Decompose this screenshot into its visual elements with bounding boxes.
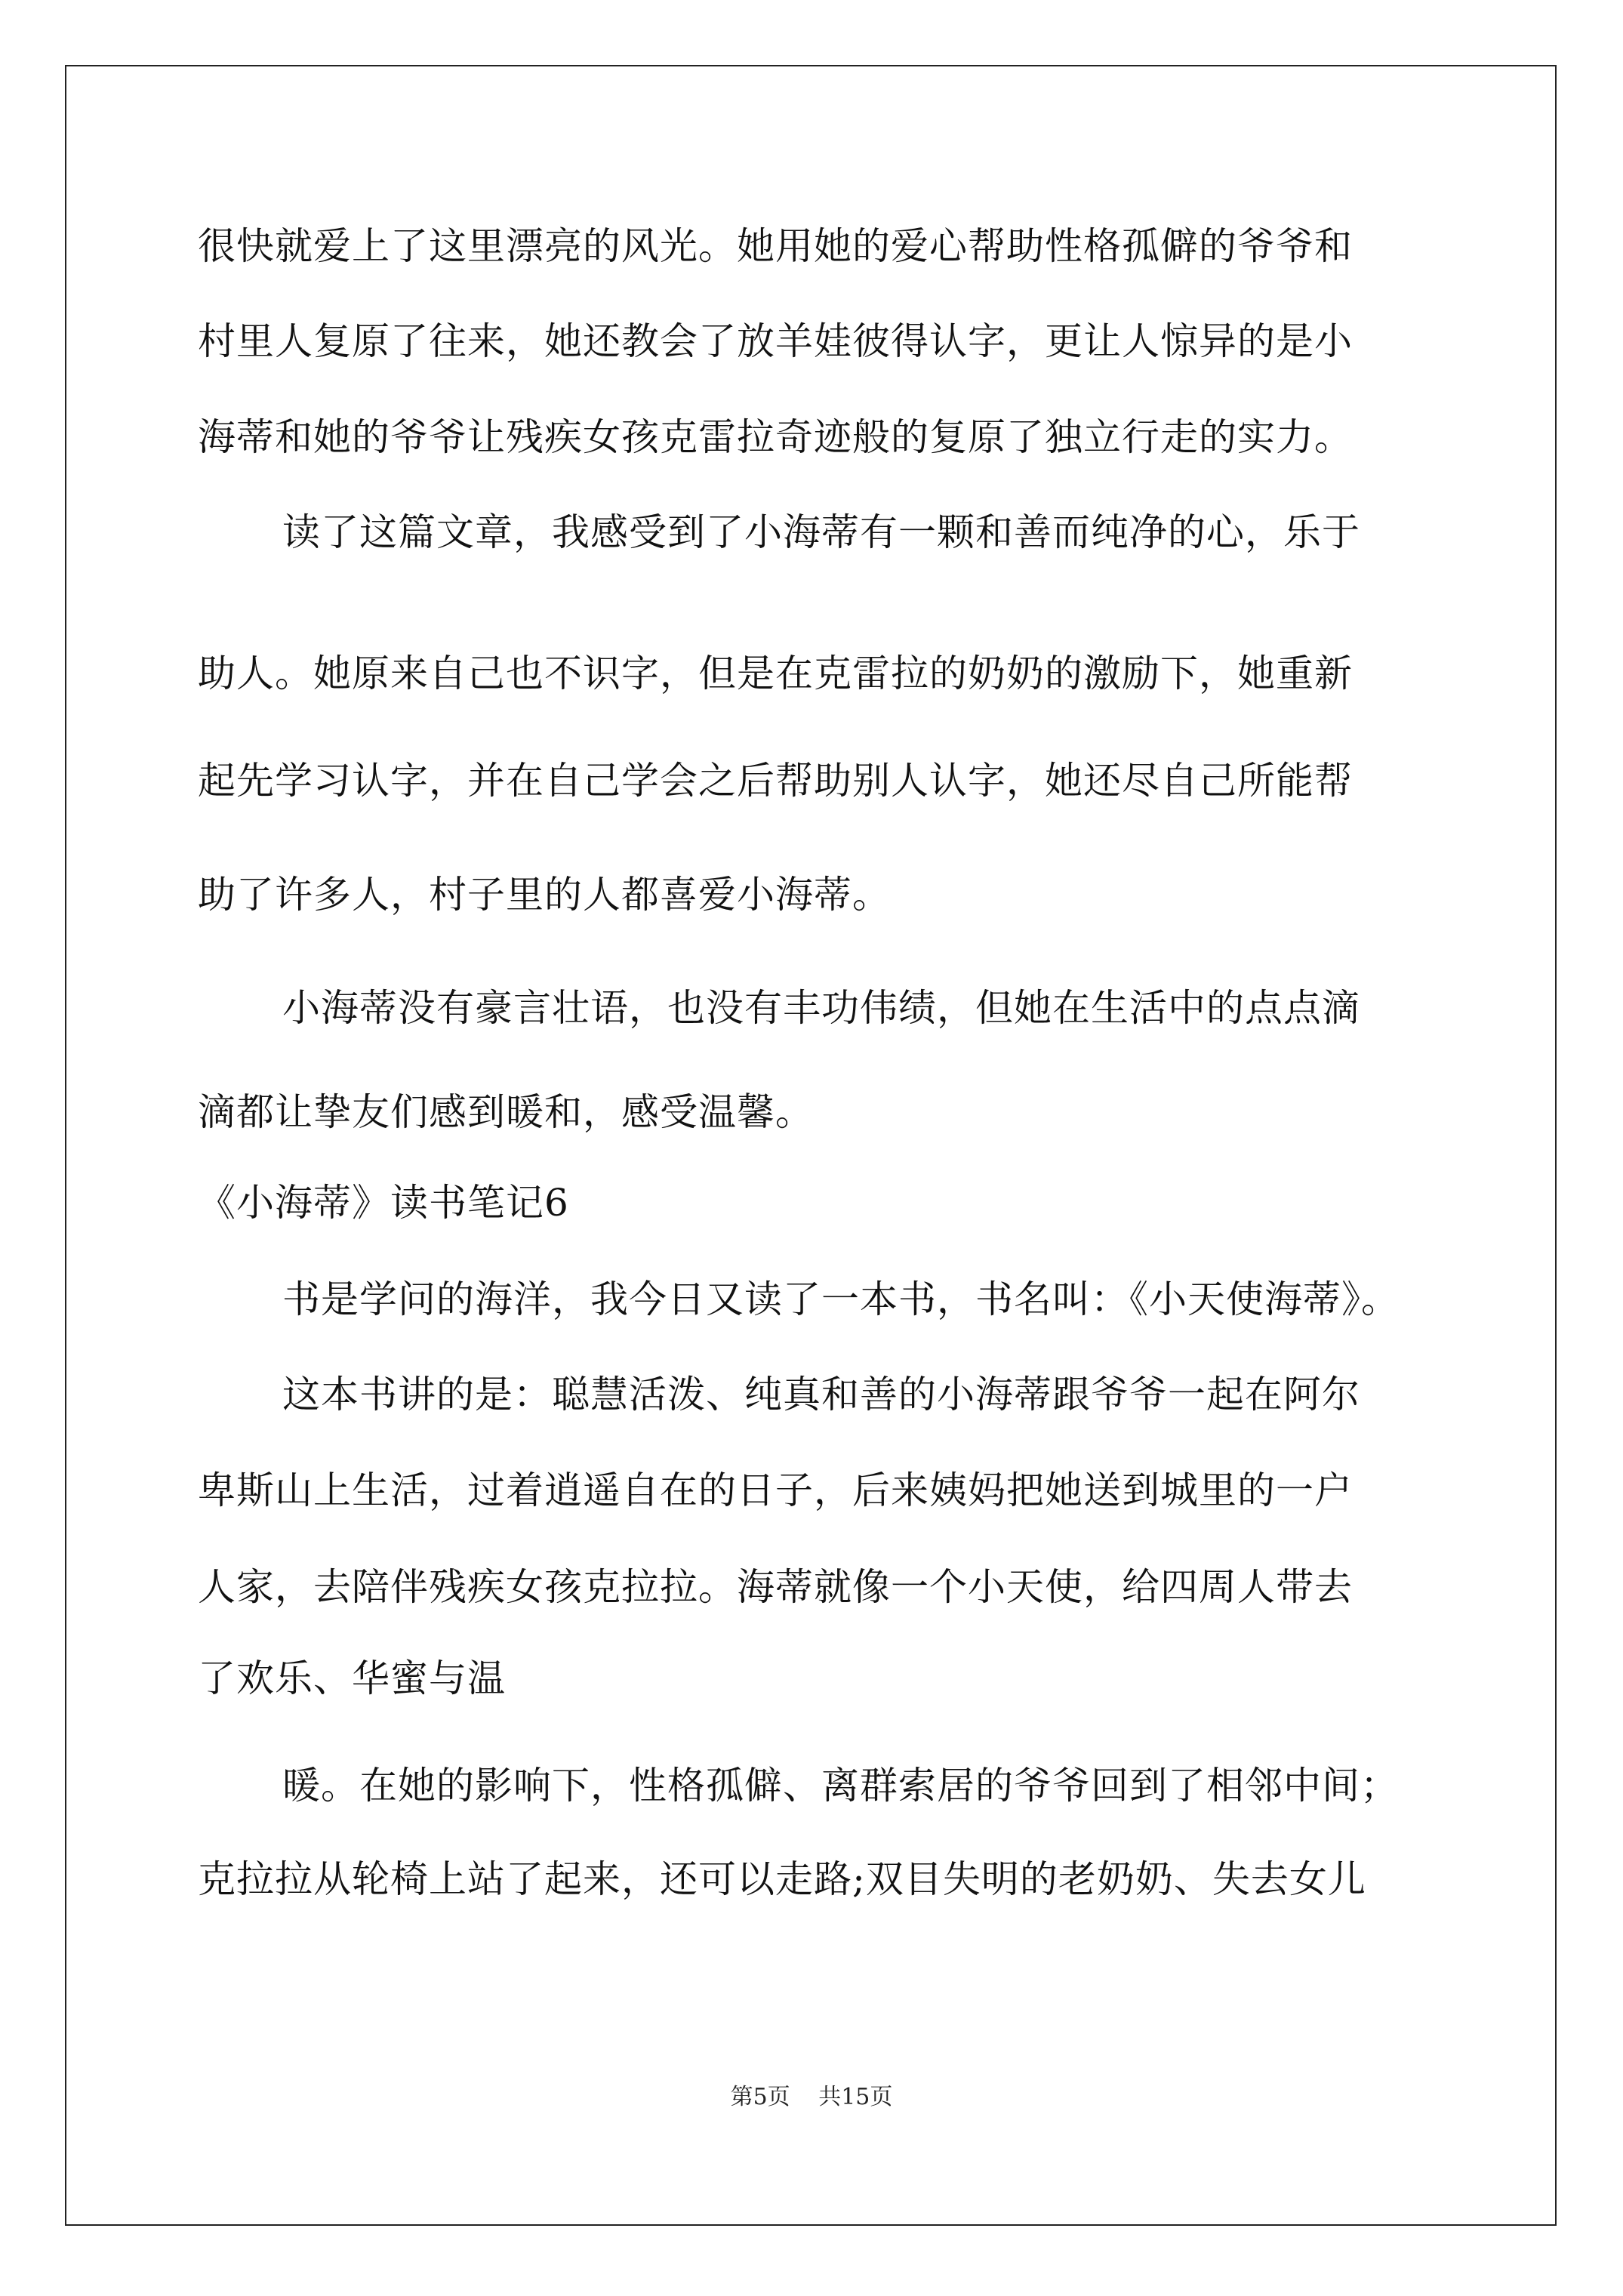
- text-line: 助了许多人，村子里的人都喜爱小海蒂。: [198, 873, 891, 917]
- text-line: 很快就爱上了这里漂亮的风光。她用她的爱心帮助性格孤僻的爷爷和: [198, 224, 1353, 268]
- text-line: 卑斯山上生活，过着逍遥自在的日子，后来姨妈把她送到城里的一户: [198, 1469, 1353, 1512]
- paragraph-start-line: 暖。在她的影响下，性格孤僻、离群索居的爷爷回到了相邻中间；: [282, 1764, 1399, 1808]
- page-number-total: 共15页: [818, 2084, 893, 2110]
- text-line: 克拉拉从轮椅上站了起来，还可以走路;双目失明的老奶奶、失去女儿: [198, 1857, 1366, 1901]
- paragraph-start-line: 读了这篇文章，我感受到了小海蒂有一颗和善而纯净的心，乐于: [282, 510, 1360, 554]
- section-heading: 《小海蒂》读书笔记6: [198, 1181, 569, 1225]
- text-line: 起先学习认字，并在自己学会之后帮助别人认字，她还尽自己所能帮: [198, 759, 1353, 803]
- page-footer: [0, 2082, 1623, 2113]
- paragraph-start-line: 小海蒂没有豪言壮语，也没有丰功伟绩，但她在生活中的点点滴: [282, 986, 1360, 1030]
- paragraph-start-line: 书是学问的海洋，我今日又读了一本书，书名叫：《小天使海蒂》。: [282, 1277, 1400, 1321]
- text-line: 人家，去陪伴残疾女孩克拉拉。海蒂就像一个小天使，给四周人带去: [198, 1565, 1353, 1609]
- text-line: 助人。她原来自己也不识字，但是在克雷拉的奶奶的激励下，她重新: [198, 652, 1353, 695]
- page-number-current: 第5页: [730, 2084, 790, 2110]
- text-line: 海蒂和她的爷爷让残疾女孩克雷拉奇迹般的复原了独立行走的实力。: [198, 415, 1353, 459]
- text-line: 村里人复原了往来，她还教会了放羊娃彼得认字，更让人惊异的是小: [198, 319, 1353, 363]
- text-line: 滴都让挚友们感到暖和，感受温馨。: [198, 1090, 814, 1134]
- paragraph-start-line: 这本书讲的是：聪慧活泼、纯真和善的小海蒂跟爷爷一起在阿尔: [282, 1373, 1360, 1416]
- text-line: 了欢乐、华蜜与温: [198, 1657, 506, 1700]
